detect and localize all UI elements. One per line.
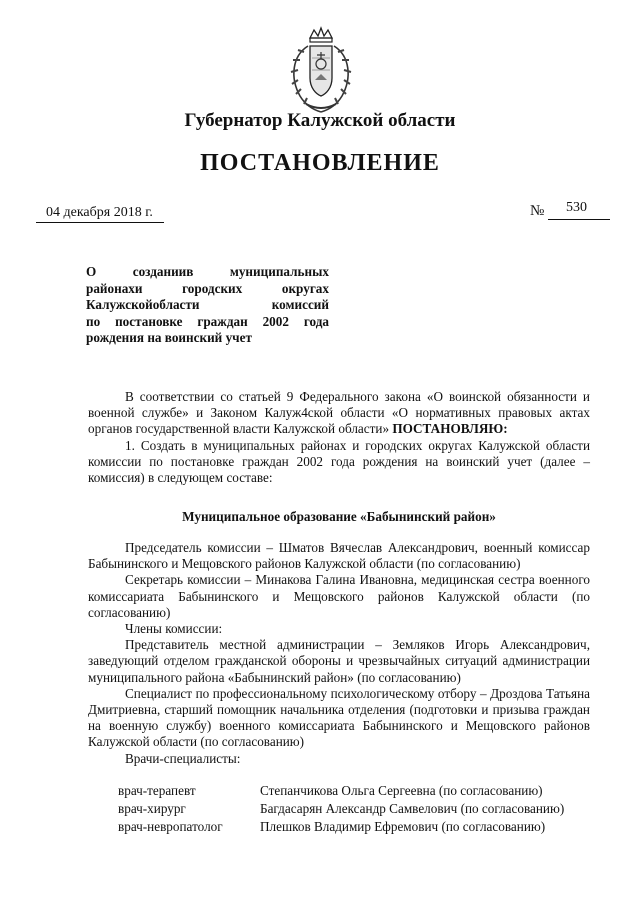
item-1-paragraph: 1. Создать в муниципальных районах и городских округах Калужской области комиссии по постановке граждан 2002 года рождения на воинский учет (далее – комиссия) в следующем составе: bbox=[88, 437, 590, 486]
date-underline bbox=[36, 222, 164, 223]
admin-representative-paragraph: Представитель местной администрации – Земляков Игорь Александрович, заведующий отделом гражданской обороны и чрезвычайных ситуаций администрации муниципального района «Бабынинский район» (по согласованию) bbox=[88, 637, 590, 685]
doctor-name: Плешков Владимир Ефремович (по согласованию) bbox=[260, 819, 546, 834]
doctor-row bbox=[118, 818, 564, 836]
subject-line: Калужскойобласти комиссий bbox=[86, 297, 329, 312]
doctor-role: врач-терапевт bbox=[118, 783, 196, 798]
members-label: Члены комиссии: bbox=[125, 621, 223, 637]
psychologist-paragraph: Специалист по профессиональному психологическому отбору – Дроздова Татьяна Дмитриевна, старший помощник начальника отделения (подготовки и призыва граждан на военную службу) военного комиссариата Бабынинского и Мещовского районов Калужской области (по согласованию) bbox=[88, 685, 590, 750]
doctor-name: Багдасарян Александр Самвелович (по согласованию) bbox=[260, 801, 565, 816]
doctor-role: врач-хирург bbox=[118, 801, 186, 816]
chair-paragraph: Председатель комиссии – Шматов Вячеслав Александрович, военный комиссар Бабынинского и Мещовского районов Калужской области (по согласованию) bbox=[88, 540, 590, 572]
subject-line: рождения на воинский учет bbox=[86, 330, 252, 345]
doctors-list bbox=[118, 782, 564, 836]
secretary-paragraph: Секретарь комиссии – Минакова Галина Ивановна, медицинская сестра военного комиссариата Бабынинского и Мещовского районов Калужской области (по согласованию) bbox=[88, 572, 590, 620]
document-date: 04 декабря 2018 г. bbox=[46, 205, 153, 220]
subject-line: О созданиив муниципальных bbox=[86, 264, 329, 279]
coat-of-arms-emblem bbox=[286, 26, 356, 116]
issuing-authority: Губернатор Калужской области bbox=[184, 110, 456, 131]
section-title: Муниципальное образование «Бабынинский район» bbox=[182, 509, 496, 524]
number-underline bbox=[548, 219, 610, 220]
preamble-text: В соответствии со статьей 9 Федерального закона «О воинской обязанности и военной службе» и Законом Калуж4ской области «О нормативных правовых актах органов государственной власти Калужской области» bbox=[88, 389, 590, 437]
preamble-paragraph bbox=[88, 389, 590, 438]
doctor-row bbox=[118, 800, 564, 818]
subject-line: по постановке граждан 2002 года bbox=[86, 313, 329, 329]
preamble-block bbox=[88, 389, 590, 486]
subject-line: районахи городских округах bbox=[86, 280, 329, 296]
doctors-label: Врачи-специалисты: bbox=[125, 750, 241, 766]
doctor-row bbox=[118, 782, 564, 800]
decree-word: ПОСТАНОВЛЯЮ: bbox=[392, 421, 508, 437]
doctor-role: врач-невропатолог bbox=[118, 819, 223, 834]
number-sign: № bbox=[530, 203, 545, 219]
document-type: ПОСТАНОВЛЕНИЕ bbox=[200, 150, 440, 176]
document-subject bbox=[86, 264, 329, 347]
document-number: 530 bbox=[566, 200, 587, 215]
commission-members bbox=[88, 540, 590, 767]
doctor-name: Степанчикова Ольга Сергеевна (по согласованию) bbox=[260, 783, 543, 798]
